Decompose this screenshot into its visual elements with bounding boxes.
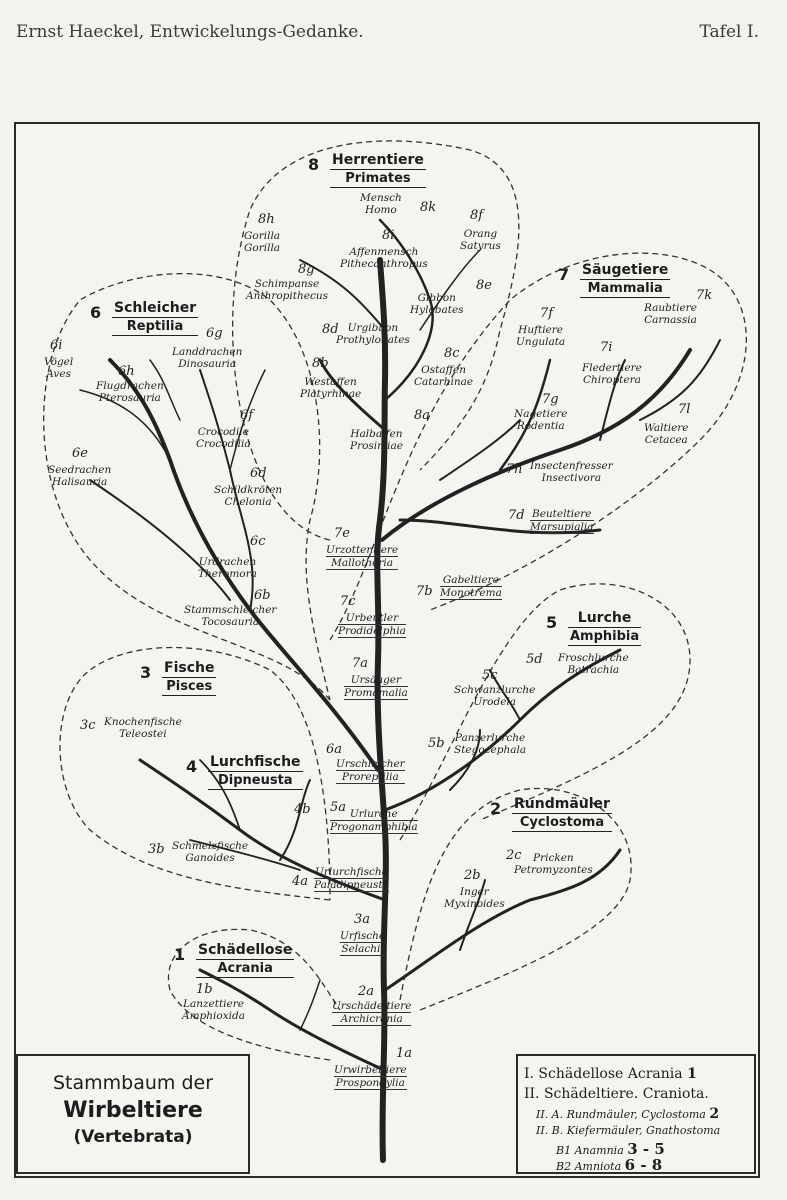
taxon-8e: Gibbon Hylobates [410, 292, 464, 316]
code-6b: 6b [254, 588, 271, 603]
page-header-right: Tafel I. [699, 22, 759, 42]
code-1a: 1a [396, 1046, 413, 1061]
code-7h: 7h [506, 462, 523, 477]
taxon-8d: Urgibbon Prothylobates [336, 322, 410, 346]
code-5c: 5c [482, 668, 498, 683]
taxon-1b: Lanzettiere Amphioxida [182, 998, 245, 1022]
code-6g: 6g [206, 326, 223, 341]
code-8b: 8b [312, 356, 329, 371]
code-8d: 8d [322, 322, 339, 337]
group-dipneusta: 4 Lurchfische Dipneusta [186, 754, 301, 788]
code-7a: 7a [352, 656, 369, 671]
code-1b: 1b [196, 982, 213, 997]
title-box [16, 1054, 250, 1174]
taxon-8b: Westaffen Platyrhinae [300, 376, 362, 400]
title-line-2: Wirbeltiere [63, 1098, 203, 1123]
group-acrania: 1 Schädellose Acrania [174, 942, 293, 976]
taxon-7l: Waltiere Cetacea [644, 422, 689, 446]
taxon-8c: Ostaffen Catarhinae [414, 364, 474, 388]
taxon-7e: Urzottentiere Mallotheria [326, 544, 399, 569]
code-8i: 8i [382, 228, 395, 243]
legend-box [516, 1054, 756, 1174]
code-7l: 7l [678, 402, 691, 417]
taxon-6f: Crocodile Crocodilia [196, 426, 251, 450]
taxon-7k: Raubtiere Carnassia [644, 302, 697, 326]
taxon-4a: Urlurchfische Paladipneusta [314, 866, 389, 891]
legend-row-5: B1 Anamnia 3 - 5 [556, 1140, 665, 1158]
code-7c: 7c [340, 594, 356, 609]
taxon-7h: Insectenfresser Insectivora [530, 460, 613, 484]
taxon-6c: Urdrachen Theromora [198, 556, 257, 580]
code-6e: 6e [72, 446, 88, 461]
taxon-6a: Urschleicher Proreptilia [336, 758, 405, 783]
taxon-3a: Urfische Selachii [340, 930, 386, 955]
code-7g: 7g [542, 392, 559, 407]
legend-row-6: B2 Amniota 6 - 8 [556, 1156, 663, 1174]
code-7k: 7k [696, 288, 713, 303]
code-8a: 8a [414, 408, 431, 423]
legend-row-2: II. Schädeltiere. Craniota. [524, 1086, 709, 1102]
taxon-7f: Huftiere Ungulata [516, 324, 566, 348]
taxon-7d: Beuteltiere Marsupialia [530, 508, 594, 533]
title-line-1: Stammbaum der [52, 1072, 214, 1094]
code-7f: 7f [540, 306, 554, 321]
code-3b: 3b [148, 842, 165, 857]
code-2c: 2c [506, 848, 522, 863]
code-8h: 8h [258, 212, 275, 227]
taxon-7b: Gabeltiere Monotrema [440, 574, 502, 599]
taxon-5a: Urlurche Progonamphibia [330, 808, 418, 833]
taxon-5d: Froschlurche Batrachia [558, 652, 629, 676]
group-mammalia: 7 Säugetiere Mammalia [558, 262, 669, 296]
taxon-7a: Ursäuger Promamalia [344, 674, 408, 699]
group-primates: 8 Herrentiere Primates [308, 152, 424, 186]
taxon-6h: Flugdrachen Pterosauria [96, 380, 164, 404]
taxon-8g: Schimpanse Anthropithecus [246, 278, 328, 302]
code-7e: 7e [334, 526, 350, 541]
code-8k: 8k [420, 200, 437, 215]
code-3c: 3c [80, 718, 96, 733]
code-6a: 6a [326, 742, 343, 757]
taxon-2a: Urschädeltiere Archicrania [332, 1000, 412, 1025]
code-6i: 6i [50, 338, 63, 353]
group-reptilia: 6 Schleicher Reptilia [90, 300, 197, 334]
group-amphibia: 5 Lurche Amphibia [546, 610, 640, 644]
code-7d: 7d [508, 508, 525, 523]
taxon-6b: Stammschleicher Tocosauria [184, 604, 277, 628]
taxon-8f: Orang Satyrus [460, 228, 501, 252]
taxon-7i: Fledertiere Chiroptera [582, 362, 642, 386]
code-3a: 3a [354, 912, 371, 927]
code-5a: 5a [330, 800, 347, 815]
taxon-6d: Schildkröten Chelonia [214, 484, 283, 508]
taxon-6e: Seedrachen Halisauria [48, 464, 112, 488]
title-line-3: (Vertebrata) [73, 1127, 193, 1147]
taxon-6i: Vögel Aves [44, 356, 74, 380]
code-7i: 7i [600, 340, 613, 355]
group-pisces: 3 Fische Pisces [140, 660, 215, 694]
group-cyclostoma: 2 Rundmäuler Cyclostoma [490, 796, 610, 830]
taxon-7c: Urbeutler Prodidelphia [338, 612, 406, 637]
taxon-6g: Landdrachen Dinosauria [172, 346, 243, 370]
code-5b: 5b [428, 736, 445, 751]
code-7b: 7b [416, 584, 433, 599]
taxon-1a: Urwirbeltiere Prospondylia [334, 1064, 407, 1089]
taxon-3c: Knochenfische Teleostei [104, 716, 182, 740]
taxon-7g: Nagetiere Rodentia [514, 408, 568, 432]
taxon-8h: Gorilla Gorilla [244, 230, 281, 254]
legend-row-3: II. A. Rundmäuler, Cyclostoma 2 [536, 1106, 720, 1122]
code-4b: 4b [294, 802, 311, 817]
code-5d: 5d [526, 652, 543, 667]
taxon-5c: Schwanzlurche Urodela [454, 684, 536, 708]
code-6d: 6d [250, 466, 267, 481]
taxon-8k: Mensch Homo [360, 192, 402, 216]
code-6f: 6f [240, 408, 254, 423]
taxon-2b: Inger Myxinoides [444, 886, 505, 910]
taxon-5b: Panzerlurche Stegocephala [454, 732, 527, 756]
legend-row-4: II. B. Kiefermäuler, Gnathostoma [536, 1124, 721, 1137]
taxon-2c: Pricken Petromyzontes [514, 852, 593, 876]
code-2a: 2a [358, 984, 375, 999]
legend-row-1: I. Schädellose Acrania 1 [524, 1066, 697, 1082]
code-6h: 6h [118, 364, 135, 379]
code-8c: 8c [444, 346, 460, 361]
taxon-8a: Halbaffen Prosimiae [350, 428, 403, 452]
code-8f: 8f [470, 208, 484, 223]
code-8g: 8g [298, 262, 315, 277]
taxon-8i: Affenmensch Pithecanthropus [340, 246, 428, 270]
page-header-left: Ernst Haeckel, Entwickelungs-Gedanke. [16, 22, 364, 42]
code-6c: 6c [250, 534, 266, 549]
code-4a: 4a [292, 874, 309, 889]
code-2b: 2b [464, 868, 481, 883]
code-8e: 8e [476, 278, 492, 293]
taxon-3b: Schmelzfische Ganoides [172, 840, 249, 864]
